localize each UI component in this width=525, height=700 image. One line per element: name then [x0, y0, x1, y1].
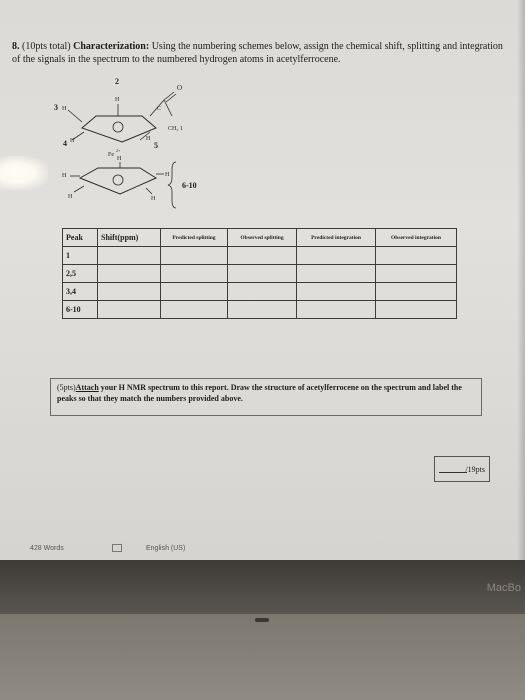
label-fe-charge: 2+ — [116, 148, 121, 153]
label-4-h: H — [70, 138, 75, 144]
table-row — [63, 247, 457, 265]
bottom-ring — [80, 168, 156, 194]
score-blank-line — [439, 472, 467, 473]
label-h-right: H — [165, 172, 170, 178]
label-2-h: H — [115, 97, 120, 103]
top-ring — [82, 116, 156, 142]
question-body: Using the numbering schemes below, assign the chemical shift, splitting and integration of the signals in the spectrum to the numbered hydrogen atoms in acetylferrocene. — [12, 41, 503, 65]
cell[interactable] — [376, 301, 457, 319]
label-h-lower-left: H — [68, 194, 73, 200]
ferrocene-drawing — [0, 70, 240, 220]
header-observed-integration: Observed integration — [376, 229, 457, 247]
laptop-bezel — [0, 560, 525, 614]
shift-cell[interactable] — [98, 283, 161, 301]
header-observed-splitting: Observed splitting — [228, 229, 297, 247]
proofing-icon[interactable] — [112, 544, 122, 552]
cell[interactable] — [297, 265, 376, 283]
cell[interactable] — [228, 301, 297, 319]
cell[interactable] — [161, 247, 228, 265]
cell[interactable] — [161, 301, 228, 319]
label-h-lower: H — [117, 156, 122, 162]
label-5-num: 5 — [154, 141, 158, 150]
table-row — [63, 283, 457, 301]
header-predicted-splitting: Predicted splitting — [161, 229, 228, 247]
question-text — [12, 40, 507, 66]
cell[interactable] — [376, 265, 457, 283]
bracket-6-10 — [168, 162, 176, 208]
table-header-row — [63, 229, 457, 247]
laptop-hinge-notch — [255, 618, 269, 622]
label-fe: Fe — [108, 152, 114, 158]
cell[interactable] — [297, 283, 376, 301]
question-number: 8. — [12, 41, 20, 52]
shift-cell[interactable] — [98, 265, 161, 283]
language-indicator[interactable]: English (US) — [146, 545, 186, 552]
cell[interactable] — [376, 283, 457, 301]
header-peak: Peak — [63, 229, 98, 247]
nmr-table — [62, 228, 457, 319]
attach-link[interactable]: Attach — [75, 383, 99, 392]
cell[interactable] — [228, 265, 297, 283]
attach-text: your H NMR spectrum to this report. Draw the structure of acetylferrocene on the spectrum and label the peaks so that they match the numbers provided above. — [57, 383, 462, 403]
cell[interactable] — [161, 265, 228, 283]
word-count[interactable]: 428 Words — [30, 545, 64, 552]
cell[interactable] — [297, 247, 376, 265]
label-oxygen: O — [177, 84, 183, 92]
header-shift: Shift(ppm) — [98, 229, 161, 247]
table-row — [63, 301, 457, 319]
cell[interactable] — [228, 283, 297, 301]
cell[interactable] — [161, 283, 228, 301]
label-h-left: H — [62, 173, 67, 179]
label-3-num: 3 — [54, 103, 58, 112]
label-5-h: H — [146, 136, 151, 142]
label-3-h: H — [62, 106, 67, 112]
page-shadow — [517, 0, 525, 560]
label-4-num: 4 — [63, 139, 67, 148]
word-status-bar — [0, 542, 525, 556]
shift-cell[interactable] — [98, 247, 161, 265]
peak-cell: 6-10 — [63, 301, 98, 319]
score-box[interactable] — [434, 456, 490, 482]
label-ch3: CH₃ 1 — [168, 126, 183, 132]
peak-cell: 1 — [63, 247, 98, 265]
peak-cell: 2,5 — [63, 265, 98, 283]
cell[interactable] — [297, 301, 376, 319]
laptop-brand: MacBo — [486, 582, 521, 594]
cell[interactable] — [376, 247, 457, 265]
table-row — [63, 265, 457, 283]
acetylferrocene-structure — [0, 70, 240, 220]
shift-cell[interactable] — [98, 301, 161, 319]
attach-instructions-box[interactable] — [50, 378, 482, 416]
label-6-10: 6-10 — [182, 181, 197, 190]
label-carbon: C — [157, 106, 162, 112]
attach-points: (5pts) — [57, 383, 76, 392]
label-h-lower-right: H — [151, 196, 156, 202]
question-label: Characterization: — [73, 41, 150, 52]
peak-cell: 3,4 — [63, 283, 98, 301]
bottom-ring-charge — [113, 175, 123, 185]
label-2-num: 2 — [115, 77, 119, 86]
laptop-body — [0, 560, 525, 700]
cell[interactable] — [228, 247, 297, 265]
score-total: /19pts — [465, 464, 485, 474]
header-predicted-integration: Predicted integration — [297, 229, 376, 247]
top-ring-charge — [113, 122, 123, 132]
question-points: (10pts total) — [22, 41, 71, 52]
